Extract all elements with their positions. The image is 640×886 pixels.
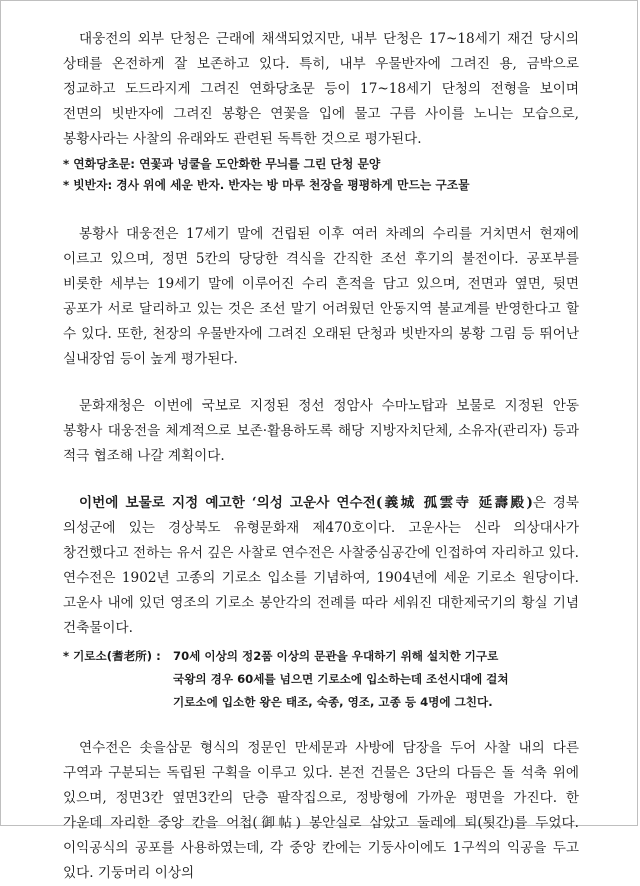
footnote-giroso-line-2: 국왕의 경우 60세를 넘으면 기로소에 입소하는데 조선시대에 걸쳐: [173, 672, 509, 686]
announcement-title: 이번에 보물로 지정 예고한 ‘의성 고운사 연수전(義城 孤雲寺 延壽殿): [79, 495, 533, 511]
footnote-yeonhwadangchomun: * 연화당초문: 연꽃과 넝쿨을 도안화한 무늬를 그린 단청 문양: [63, 157, 381, 171]
footnotes-dancheong: [63, 154, 579, 196]
paragraph-gounsa-yeonsujeon: [63, 491, 579, 641]
paragraph-yeonsujeon-structure: 연수전은 솟을삼문 형식의 정문인 만세문과 사방에 담장을 두어 사찰 내의 다른 구역과 구분되는 독립된 구획을 이루고 있다. 본전 건물은 3단의 다듬은 돌 석축 위에 있으며, 정면3칸 옆면3칸의 단층 팔작집으로, 정방형에 가까운 평면을 가진다. 한 가운데 자리한 중앙 칸을 어첩(御帖) 봉안실로 삼았고 둘레에 퇴(툇간)를 두었다. 이익공식의 공포를 사용하였는데, 각 중앙 칸에는 기둥사이에도 1구씩의 익공을 두고 있다. 기둥머리 이상의: [63, 740, 579, 881]
paragraph-bonghwangsa-daeungjeon: 봉황사 대웅전은 17세기 말에 건립된 이후 여러 차례의 수리를 거치면서 현재에 이르고 있으며, 정면 5칸의 당당한 격식을 간직한 조선 후기의 불전이다. 공포부를 비롯한 세부는 19세기 말에 이루어진 수리 흔적을 담고 있으며, 전면과 옆면, 뒷면 공포가 서로 달리하고 있는 것은 조선 말기 어려웠던 안동지역 불교계를 반영한다고 할 수 있다. 또한, 천장의 우물반자에 그려진 오래된 단청과 빗반자의 봉황 그림 등 뛰어난 실내장엄 등이 높게 평가된다.: [63, 226, 579, 367]
footnote-giroso-label: * 기로소(耆老所) :: [63, 649, 161, 663]
paragraph-cultural-heritage-plan: 문화재청은 이번에 국보로 지정된 정선 정암사 수마노탑과 보물로 지정된 안동 봉황사 대웅전을 체계적으로 보존·활용하도록 해당 지방자치단체, 소유자(관리자) 등과 적극 협조해 나갈 계획이다.: [63, 398, 579, 464]
footnote-giroso: [63, 645, 579, 714]
paragraph-gounsa-yeonsujeon-text: 은 경북 의성군에 있는 경상북도 유형문화재 제470호이다. 고운사는 신라 의상대사가 창건했다고 전하는 유서 깊은 사찰로 연수전은 사찰중심공간에 인접하여 자리하고 있다. 연수전은 1902년 고종의 기로소 입소를 기념하여, 1904년에 세운 기로소 원당이다. 고운사 내에 있던 영조의 기로소 봉안각의 전례를 따라 세워진 대한제국기의 황실 기념 건축물이다.: [63, 495, 579, 636]
footnote-bitbanja: * 빗반자: 경사 위에 세운 반자. 반자는 방 마루 천장을 평평하게 만드는 구조물: [63, 178, 470, 192]
footnote-giroso-line-3: 기로소에 입소한 왕은 태조, 숙종, 영조, 고종 등 4명에 그친다.: [173, 695, 493, 709]
paragraph-daeungjeon-dancheong: 대웅전의 외부 단청은 근래에 채색되었지만, 내부 단청은 17~18세기 재건 당시의 상태를 온전하게 잘 보존하고 있다. 특히, 내부 우물반자에 그려진 용, 금박으로 정교하고 도드라지게 그려진 연화당초문 등이 17~18세기 단청의 전형을 보이며 전면의 빗반자에 그려진 봉황은 연꽃을 입에 물고 구름 사이를 노니는 모습으로, 봉황사라는 사찰의 유래와도 관련된 독특한 것으로 평가된다.: [63, 31, 579, 147]
footnote-giroso-line-1: 70세 이상의 정2품 이상의 문관을 우대하기 위해 설치한 기구로: [173, 649, 499, 663]
document-body: [63, 27, 579, 886]
